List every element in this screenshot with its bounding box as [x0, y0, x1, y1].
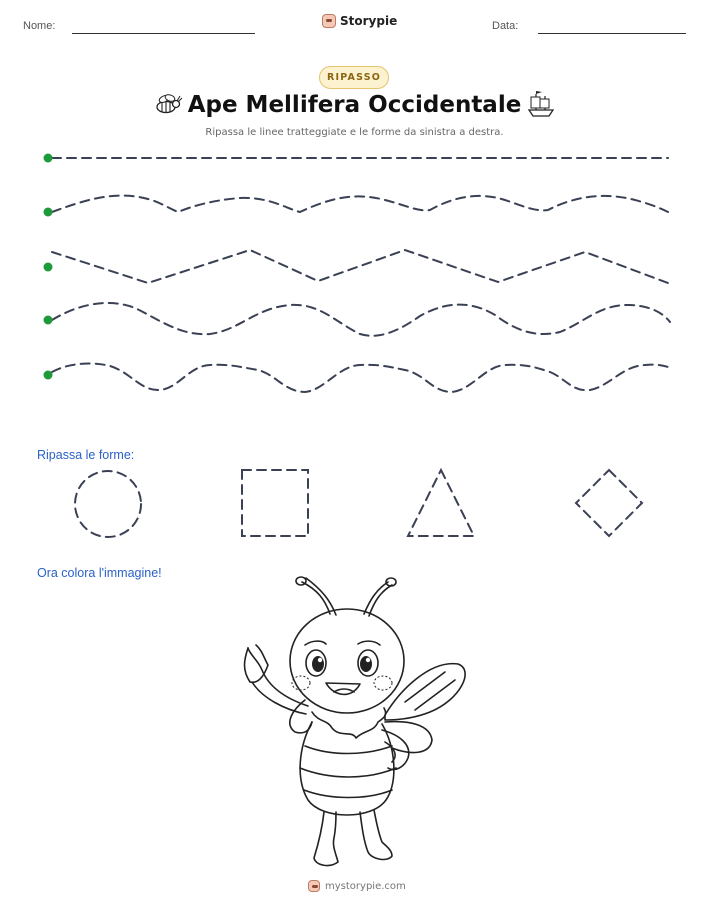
- shapes-heading: Ripassa le forme:: [37, 448, 135, 462]
- bee-illustration: [245, 577, 466, 865]
- start-dot: [44, 371, 53, 380]
- trace-square: [242, 470, 308, 536]
- start-dot: [44, 316, 53, 325]
- color-heading: Ora colora l'immagine!: [37, 566, 162, 580]
- page-title: Ape Mellifera Occidentale: [187, 92, 522, 118]
- trace-line-zigzag: [44, 250, 669, 283]
- start-dot: [44, 154, 53, 163]
- bee-icon: [157, 93, 182, 112]
- trace-line-wave-1: [44, 196, 669, 217]
- trace-line-wave-2: [44, 303, 671, 336]
- storypie-logo-icon: [308, 880, 320, 892]
- ship-icon: [529, 91, 553, 116]
- trace-triangle: [408, 470, 474, 536]
- review-badge: RIPASSO: [319, 66, 389, 89]
- trace-line-wave-3: [44, 364, 669, 392]
- start-dot: [44, 208, 53, 217]
- trace-line-straight: [44, 154, 669, 163]
- brand-name: Storypie: [340, 14, 398, 28]
- trace-diamond: [576, 470, 642, 536]
- footer: [308, 880, 406, 892]
- start-dot: [44, 263, 53, 272]
- trace-circle: [75, 471, 141, 537]
- date-label: Data:: [492, 20, 519, 32]
- page-subtitle: Ripassa le linee tratteggiate e le forme da sinistra a destra.: [205, 127, 504, 138]
- name-label: Nome:: [23, 20, 56, 32]
- footer-url[interactable]: mystorypie.com: [325, 880, 406, 892]
